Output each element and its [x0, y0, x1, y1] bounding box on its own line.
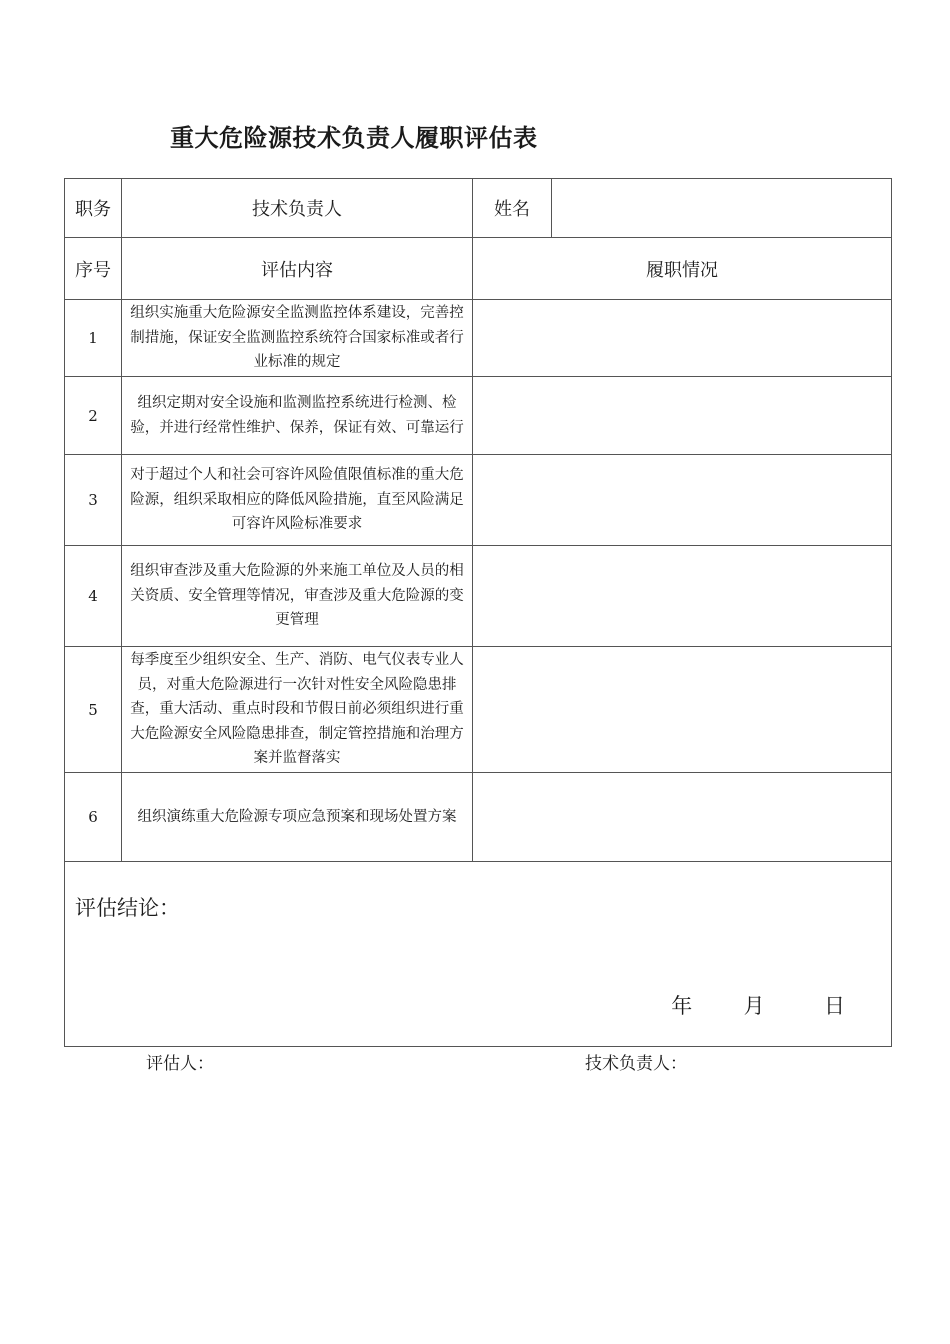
position-label: 职务 [65, 179, 122, 238]
header-row [65, 179, 892, 238]
conclusion-label: 评估结论： [75, 896, 180, 920]
tech-lead-signature-label: 技术负责人： [585, 1054, 687, 1074]
date-year-label: 年 [671, 994, 693, 1018]
page-title: 重大危险源技术负责人履职评估表 [170, 124, 538, 152]
row-content: 组织定期对安全设施和监测监控系统进行检测、检验，并进行经常性维护、保养，保证有效、可靠运行 [122, 377, 473, 455]
col-index-header: 序号 [65, 238, 122, 300]
row-status-field[interactable] [473, 455, 892, 546]
date-month-label: 月 [743, 994, 765, 1018]
row-status-field[interactable] [473, 773, 892, 862]
row-index: 1 [65, 300, 122, 377]
row-index: 6 [65, 773, 122, 862]
date-day-label: 日 [824, 994, 845, 1018]
row-index: 4 [65, 546, 122, 647]
name-label: 姓名 [473, 179, 552, 238]
row-status-field[interactable] [473, 300, 892, 377]
row-status-field[interactable] [473, 647, 892, 773]
table-row [65, 377, 892, 455]
conclusion-date [671, 990, 845, 1020]
table-row [65, 647, 892, 773]
col-status-header: 履职情况 [473, 238, 892, 300]
row-content: 组织审查涉及重大危险源的外来施工单位及人员的相关资质、安全管理等情况，审查涉及重大危险源的变更管理 [122, 546, 473, 647]
evaluation-table [64, 178, 892, 1047]
conclusion-row [65, 862, 892, 1047]
row-index: 2 [65, 377, 122, 455]
column-header-row [65, 238, 892, 300]
row-content: 每季度至少组织安全、生产、消防、电气仪表专业人员，对重大危险源进行一次针对性安全风险隐患排查，重大活动、重点时段和节假日前必须组织进行重大危险源安全风险隐患排查，制定管控措施和治理方案并监督落实 [122, 647, 473, 773]
conclusion-cell[interactable] [65, 862, 892, 1047]
position-value: 技术负责人 [122, 179, 473, 238]
row-content: 组织演练重大危险源专项应急预案和现场处置方案 [122, 773, 473, 862]
col-content-header: 评估内容 [122, 238, 473, 300]
table-row [65, 455, 892, 546]
row-status-field[interactable] [473, 377, 892, 455]
row-content: 组织实施重大危险源安全监测监控体系建设，完善控制措施，保证安全监测监控系统符合国家标准或者行业标准的规定 [122, 300, 473, 377]
name-value-field[interactable] [552, 179, 892, 238]
row-index: 3 [65, 455, 122, 546]
table-row [65, 300, 892, 377]
table-row [65, 546, 892, 647]
row-status-field[interactable] [473, 546, 892, 647]
row-content: 对于超过个人和社会可容许风险值限值标准的重大危险源，组织采取相应的降低风险措施，直至风险满足可容许风险标准要求 [122, 455, 473, 546]
evaluator-signature-label: 评估人： [146, 1054, 214, 1074]
table-row [65, 773, 892, 862]
row-index: 5 [65, 647, 122, 773]
